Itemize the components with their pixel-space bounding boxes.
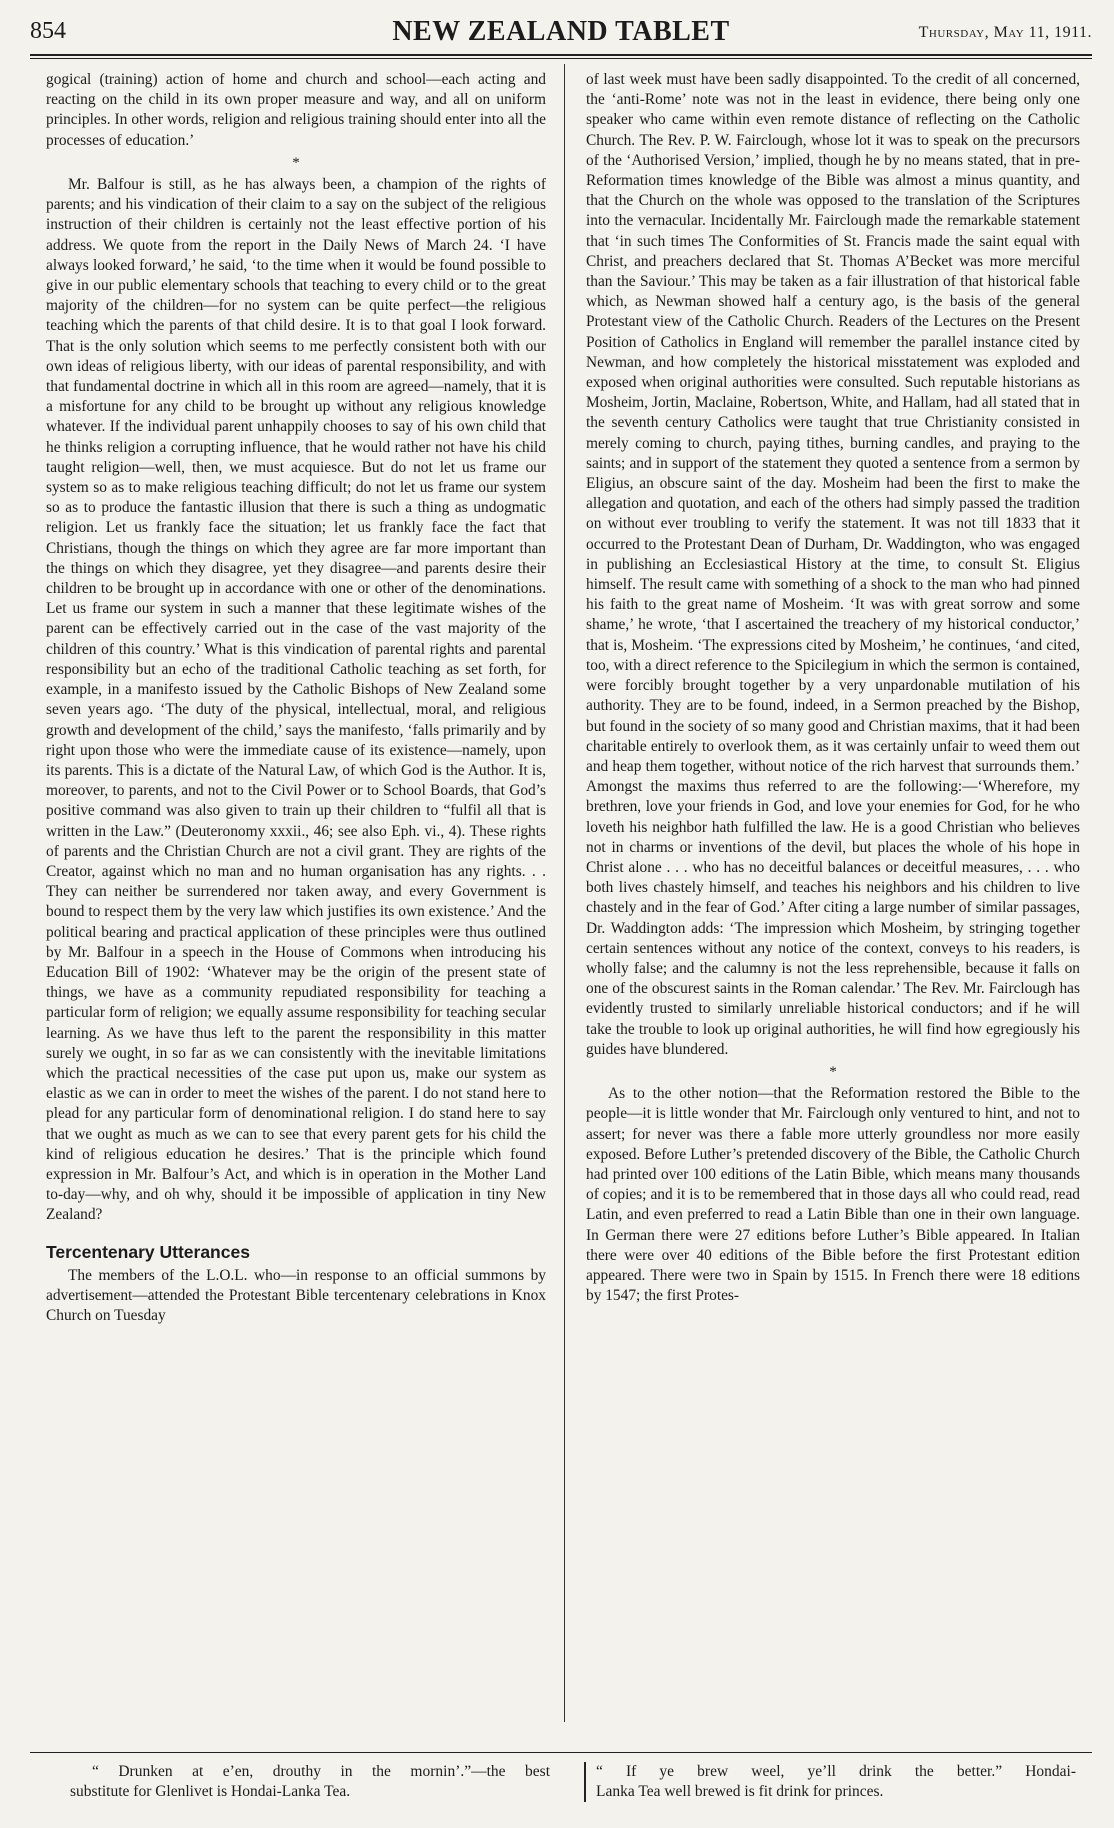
column-divider: [564, 64, 565, 1722]
ad-line: substitute for Glenlivet is Hondai-Lanka Tea.: [70, 1783, 351, 1800]
section-break-star: *: [829, 1063, 837, 1080]
article-paragraph: The members of the L.O.L. who—in response to an official summons by advertisement—attended the Protestant Bible tercentenary celebrations in Knox Church on Tuesday: [46, 1266, 546, 1325]
header-rule: [30, 54, 1092, 56]
right-column: [586, 70, 1080, 1720]
article-paragraph: gogical (training) action of home and church and school—each acting and reacting on the child in its own proper measure and way, and all on uniform principles. In other words, religion and religious training should enter into all the processes of education.’: [46, 71, 546, 149]
article-paragraph: of last week must have been sadly disappointed. To the credit of all concerned, the ‘anti-Rome’ note was not in the least in evidence, there being only one speaker who came within even remote distance of reflecting on the Catholic Church. The Rev. P. W. Fairclough, whose lot it was to speak on the precursors of the ‘Authorised Version,’ implied, though he by no means stated, that in pre-Reformation times knowledge of the Bible was almost a minus quantity, and that the Church on the whole was opposed to the translation of the Scriptures into the vernacular. Incidentally Mr. Fairclough made the remarkable statement that ‘in such times The Conformities of St. Francis made the saint equal with Christ, and preachers declared that St. Thomas A’Becket was more merciful than the Saviour.’ This may be taken as a fair illustration of that historical fable which, as Newman showed half a century ago, is the basis of the general Protestant view of the Catholic Church. Readers of the Lectures on the Present Position of Catholics in England will remember the parallel instance cited by Newman, and how completely the historical misstatement was exploded and exposed when original authorities were consulted. Such reputable historians as Mosheim, Jortin, Maclaine, Robertson, White, and Hallam, had all stated that in the seventh century Catholics were taught that true Christianity consisted in merely coming to church, paying tithes, burning candles, and praying to the saints; and in support of the statement they quoted a sentence from a sermon by Eligius, an obscure saint of the day. Mosheim had been the first to make the allegation and quotation, and each of the others had simply passed the tradition on without ever troubling to verify the statement. It was not till 1833 that it occurred to the Protestant Dean of Durham, Dr. Waddington, who was engaged in publishing an Ecclesiastical History at the time, to consult St. Eligius himself. The result came with something of a shock to the man who had pinned his faith to the great name of Mosheim. ‘It was with great sorrow and some shame,’ he wrote, ‘that I ascertained the treachery of my historical conductor,’ that is, Mosheim. ‘The expressions cited by Mosheim,’ he continues, ‘and cited, too, with a direct reference to the Spicilegium in which the sermon is contained, were forcibly brought together by a very unpardonable mutilation of his authority. They are to be found, indeed, in a Sermon preached by the Bishop, but found in the society of so many good and Christian maxims, that it had been charitable entirely to overlook them, as it was certainly unfair to weed them out and heap them together, without notice of the rich harvest that surrounds them.’ Amongst the maxims thus referred to are the following:—‘Wherefore, my brethren, love your friends in God, and love your enemies for God, for he who loveth his neighbor hath fulfilled the law. He is a good Christian who believes not in charms or inventions of the devil, but places the whole of his hope in Christ alone . . . who has no deceitful balances or deceitful measures, . . . who both lives chastely himself, and teaches his neighbors and his children to live chastely and in the fear of God.’ After citing a large number of similar passages, Dr. Waddington adds: ‘The impression which Mosheim, by stringing together certain sentences without any notice of the context, conveys to his readers, is wholly false; and the calumny is not the less reprehensible, because it falls on one of the obscurest saints in the Roman calendar.’ The Rev. Mr. Fairclough has evidently trusted to similarly unreliable historical conductors; and if he will take the trouble to look up original authorities, he will find how egregiously his guides have blundered.: [586, 71, 1080, 1058]
left-column: [46, 70, 546, 1720]
ad-line: “ Drunken at e’en, drouthy in the mornin’.”—the best: [92, 1763, 550, 1780]
newspaper-title: NEW ZEALAND TABLET: [392, 16, 730, 47]
footer-rule: [30, 1752, 1092, 1753]
ad-line: “ If ye brew weel, ye’ll drink the better.” Hondai-: [596, 1763, 1076, 1780]
article-paragraph: Mr. Balfour is still, as he has always been, a champion of the rights of parents; and his vindication of their claim to a say on the subject of the religious instruction of their children is certainly not the least effective portion of his address. We quote from the report in the Daily News of March 24. ‘I have always looked forward,’ he said, ‘to the time when it would be found possible to give in our public elementary schools that teaching to every child or to the great majority of the children—for no system can be quite perfect—the religious teaching which the parents of that child desire. It is to that goal I look forward. That is the only solution which seems to me perfectly consistent both with our own ideas of religious liberty, with our ideas of parental responsibility, and with that fundamental doctrine in which all in this room are agreed—namely, that it is a misfortune for any child to be brought up without any religious knowledge whatever. If the individual parent unhappily chooses to say of his own child that he thinks religion a corrupting influence, that he would rather not have his child taught religion—well, then, we must acquiesce. But do not let us frame our system so as to make religious teaching difficult; do not let us frame our system so as to produce the fantastic illusion that there is such a thing as undogmatic religion. Let us frankly face the situation; let us frankly face the fact that Christians, though the things on which they agree are far more important than the things on which they disagree, yet they disagree—and parents desire their children to be brought up in accordance with one or other of the denominations. Let us frame our system in such a manner that these legitimate wishes of the parent can be effectively carried out in the case of the vast majority of the children of this country.’ What is this vindication of parental rights and parental responsibility but an echo of the traditional Catholic teaching as set forth, for example, in a manifesto issued by the Catholic Bishops of New Zealand some seven years ago. ‘The duty of the physical, intellectual, moral, and religious growth and development of the child,’ says the manifesto, ‘falls primarily and by right upon those who were the immediate cause of its existence—namely, upon its parents. This is a dictate of the Natural Law, of which God is the Author. It is, moreover, to parents, and not to the Civil Power or to School Boards, that God’s positive command was also given to train up their children to “fulfil all that is written in the Law.” (Deuteronomy xxxii., 46; see also Eph. vi., 4). These rights of parents and the Christian Church are not a civil grant. They are rights of the Creator, against which no man and no human organisation has any rights. . . They can neither be surrendered nor taken away, and every Government is bound to respect them by the very law which justifies its own existence.’ And the political bearing and practical application of these principles were thus outlined by Mr. Balfour in a speech in the House of Commons when introducing his Education Bill of 1902: ‘Whatever may be the origin of the present state of things, we have as a community repudiated responsibility for teaching a particular form of religion; we equally assume responsibility for teaching secular learning. As we have thus left to the parent the responsibility in this matter surely we ought, in so far as we can consistently with the inevitable limitations which the practical necessities of the case put upon us, make our system as elastic as we can in order to meet the wishes of the parent. I do not stand here to plead for any particular form of denominational religion. I do stand here to say that we ought as much as we can to see that every parent gets for his child the kind of religious education he desires.’ That is the principle which found expression in Mr. Balfour’s Act, and which is in operation in the Mother Land to-day—why, and oh why, should it be impossible of application in tiny New Zealand?: [46, 176, 546, 1224]
footer-advertisement-right: [584, 1762, 1076, 1802]
page-number: 854: [30, 18, 66, 44]
page-header: [30, 18, 1092, 48]
footer-advertisement-left: [70, 1762, 550, 1802]
section-break-star: *: [292, 154, 300, 171]
section-heading: Tercentenary Utterances: [46, 1241, 250, 1262]
ad-line: Lanka Tea well brewed is fit drink for princes.: [596, 1783, 884, 1800]
issue-date: Thursday, May 11, 1911.: [918, 24, 1092, 41]
article-paragraph: As to the other notion—that the Reformation restored the Bible to the people—it is little wonder that Mr. Fairclough only ventured to hint, and not to assert; for never was there a fable more utterly groundless nor more easily exposed. Before Luther’s pretended discovery of the Bible, the Catholic Church had printed over 100 editions of the Latin Bible, which means many thousands of copies; and it is to be remembered that in those days all who could read, read Latin, and even preferred to read a Latin Bible than one in their own language. In German there were 27 editions before Luther’s Bible appeared. In Italian there were over 40 editions of the Bible before the first Protestant edition appeared. There were two in Spain by 1515. In French there were 18 editions by 1547; the first Protes-: [586, 1085, 1080, 1305]
header-rule-thin: [30, 58, 1092, 59]
